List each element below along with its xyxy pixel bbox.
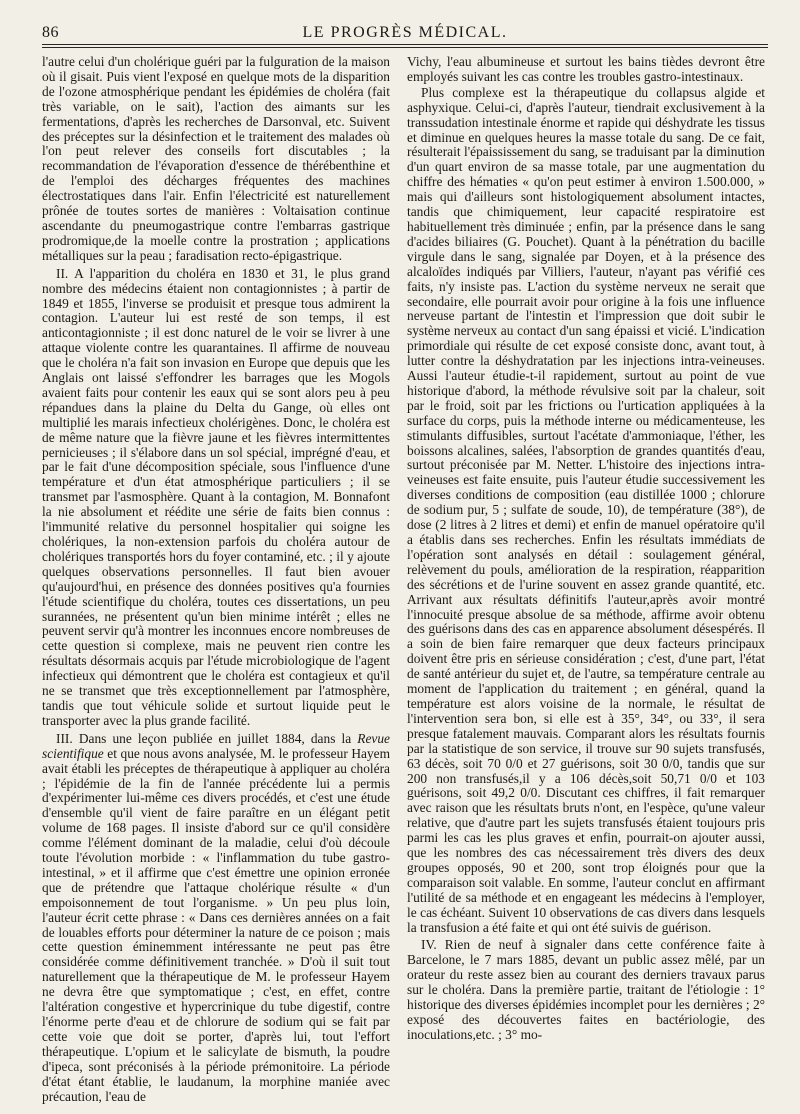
header-rule-thin bbox=[42, 47, 768, 48]
right-paragraph-1: Vichy, l'eau albumineuse et surtout les bains tièdes devront être employés suivant les cas contre les troubles gastro-intestinaux. bbox=[407, 55, 765, 84]
header-rule-thick bbox=[42, 44, 768, 45]
journal-title: LE PROGRÈS MÉDICAL. bbox=[302, 24, 508, 41]
page-number: 86 bbox=[42, 24, 59, 41]
left-paragraph-section-3 bbox=[42, 732, 390, 1105]
running-header bbox=[42, 22, 768, 46]
section-3-body: et que nous avons analysée, M. le professeur Hayem avait établi les préceptes de thérapeutique à appliquer au choléra ; l'épidémie de la fin de l'année précédente lui a permis d'expérimenter lui-même ces divers procédés, et c'est une étude d'ensemble qu'il vient de faire paraître en un élégant petit volume de 168 pages. Il insiste d'abord sur ce qu'il considère comme l'élément dominant de la maladie, celui d'où découle toute l'évolution morbide : « l'inflammation du tube gastro-intestinal, » et il affirme que c'est émettre une opinion erronée que de prétendre que l'attaque cholérique résulte « d'un empoisonnement de tout l'organisme. » Un peu plus loin, l'auteur écrit cette phrase : « Dans ces dernières années on a fait de louables efforts pour déterminer la nature de ce poison ; mais cette question éminemment intéressante ne peut pas être considérée comme définitivement tranchée. » D'où il suit tout naturellement que la thérapeutique de M. le professeur Hayem ne devra être que symptomatique ; c'est, en effet, contre l'altération congestive et hypercrinique du tube digestif, contre l'énorme perte d'eau et de chlorure de sodium qui se fait par cette voie que doit se porter, d'après lui, tout l'effort thérapeutique. L'opium et le salicylate de bismuth, la poudre d'ipeca, sont préconisés à la période prémonitoire. La période d'état étant établie, le laudanum, la morphine maniée avec précaution, l'eau de bbox=[42, 745, 390, 1104]
right-column bbox=[407, 55, 765, 1105]
right-paragraph-2: Plus complexe est la thérapeutique du collapsus algide et asphyxique. Celui-ci, d'après l'auteur, tiendrait exclusivement à la transsudation intestinale énorme et rapide qui déshydrate les tissus et diminue en quelques heures la masse totale du sang. De ce fait, résulterait l'épaississement du sang, se traduisant par la diminution d'un quart environ de sa masse totale, par une augmentation du chiffre des hématies « qu'on peut estimer à environ 1.500.000, » mais qui d'ailleurs sont histologiquement absolument intactes, tandis que chimiquement, leur capacité respiratoire est habituellement très diminuée ; enfin, par la présence dans le sang d'acides biliaires (G. Pouchet). Quant à la pénétration du bacille virgule dans le sang, signalée par Doyen, et à la présence des alcaloïdes indiqués par Villiers, l'auteur, n'ayant pas vérifié ces faits, n'y insiste pas. L'action du système nerveux ne serait que secondaire, elle pourrait avoir pour origine à la fois une influence nerveuse partant de l'intestin et l'impression que doit subir le système nerveux au contact d'un sang épaissi et vicié. L'indication primordiale qui résulte de cet exposé consiste donc, avant tout, à lutter contre la déshydratation par les injections intra-veineuses. Aussi l'auteur étudie-t-il rapidement, surtout au point de vue historique d'abord, la méthode révulsive soit par la chaleur, soit par le froid, soit par les frictions ou l'urtication appliquées à la surface du corps, puis la méthode interne ou médicamenteuse, les stimulants diffusibles, surtout l'acétate d'ammoniaque, l'éther, les boissons alcalines, salées, l'absorption de grandes quantités d'eau, surtout préconisée par M. Netter. L'histoire des injections intra-veineuses est faite ensuite, puis l'auteur étudie successivement les diverses conditions de composition (eau distillée 1000 ; chlorure de sodium pur, 5 ; sulfate de soude, 10), de température (38°), de dose (2 litres à 2 litres et demi) et enfin de manuel opératoire qu'il a établis dans ses recherches. Enfin les résultats immédiats de l'opération sont analysés en détail : soulagement général, relèvement du pouls, amélioration de la respiration, réapparition des sécrétions et de l'urine souvent en assez grande quantité, etc. Arrivant aux résultats définitifs l'auteur,après avoir montré l'innocuité presque absolue de sa méthode, affirme avoir obtenu des guérisons dans des cas en apparence absolument désespérés. Il a soin de bien faire remarquer que deux facteurs principaux doivent être pris en sérieuse considération ; c'est, d'une part, l'état de santé antérieur du sujet et, de l'autre, sa température centrale au moment de l'application du traitement ; en général, quand la température est alors voisine de la normale, le résultat de l'intervention sera bon, si elle est à 35°, 34°, ou 33°, il sera presque fatalement mauvais. Comparant alors les résultats fournis par la statistique de son service, il trouve sur 90 sujets transfusés, 63 décès, soit 70 0/0 et 27 guérisons, soit 30 0/0, tandis que sur 200 non transfusés,il y a 106 décès,soit 50,71 0/0 et 103 guérisons, soit 49,2 0/0. Discutant ces chiffres, il fait remarquer avec raison que les résultats bruts n'ont, en l'espèce, qu'une valeur relative, que d'autre part les sujets transfusés étaient toujours pris parmi les cas les plus graves et enfin, pourrait-on ajouter aussi, que les nombres des cas nécessairement très divers des deux groupes opposés, 90 et 200, sont trop éloignés pour que la comparaison soit valable. En somme, l'auteur conclut en affirmant l'utilité de sa méthode et en engageant les médecins à l'employer, le cas échéant. Suivent 10 observations de cas divers dans lesquels la transfusion a été faite et qui ont été suivis de guérison. bbox=[407, 84, 765, 935]
journal-reference: Revue scientifique bbox=[42, 730, 390, 761]
left-paragraph-section-2: II. A l'apparition du choléra en 1830 et 31, le plus grand nombre des médecins étaient non contagionnistes ; à partir de 1849 et 1855, l'inverse se produisit et presque tous admirent la contagion. L'auteur lui est resté de son temps, il est anticontagionniste ; il est donc naturel de le voir se livrer à une attaque violente contre les quarantaines. Il affirme de nouveau que le choléra n'a fait son invasion en Europe que depuis que les Anglais ont laissé s'effondrer les barrages que les Mogols avaient faits pour contenir les eaux qui se sont alors peu à peu répandues dans la plaine du Delta du Gange, où elles ont multiplié les marais infectieux cholérigènes. Donc, le choléra est de même nature que la fièvre jaune et les fièvres intermittentes pernicieuses ; il s'élabore dans un sol spécial, imprégné d'eau, et par le fait d'une décomposition spéciale, sous l'influence d'une température et d'un état atmosphérique particuliers ; il se transmet par l'asmosphère. Quant à la contagion, M. Bonnafont la nie absolument et réédite une série de faits bien connus : l'immunité relative du personnel hospitalier qui soigne les cholériques, la non-extension parfois du choléra autour de cholériques transportés hors du foyer contaminé, etc. ; il y ajoute quelques observations personnelles. Il faut bien avouer qu'aujourd'hui, en présence des données positives qu'a fournies l'étude scientifique du choléra, toutes ces dissertations, un peu surannées, ne présentent qu'un bien minime intérêt ; elles ne peuvent servir qu'à montrer les inconnues encore nombreuses de cette question si complexe, mais ne peuvent rien contre les résultats désormais acquis par l'étude microbiologique de l'agent infectieux qui démontrent que le choléra est contagieux et qu'il ne se transmet que très exceptionnellement par l'atmosphère, tandis que tout véhicule solide et surtout liquide peut le transporter avec la plus grande facilité. bbox=[42, 265, 390, 728]
left-column bbox=[42, 55, 390, 1105]
right-paragraph-section-4: IV. Rien de neuf à signaler dans cette conférence faite à Barcelone, le 7 mars 1885, devant un public assez mêlé, par un orateur du reste assez bien au courant des derniers travaux parus sur le choléra. Dans la première partie, traitant de l'étiologie : 1° historique des diverses épidémies incomplet pour les dernières ; 2° exposé des découvertes faites en bactériologie, des inoculations,etc. ; 3° mo- bbox=[407, 937, 765, 1042]
left-paragraph-1: l'autre celui d'un cholérique guéri par la fulguration de la maison où il gisait. Puis vient l'exposé en quelque mots de la disparition de l'ozone atmosphérique pendant les épidémies de choléra (fait très variable, on le sait), l'action des aimants sur les fermentations, d'après les recherches de Darsonval, etc. Suivent des préceptes sur la désinfection et le traitement des malades où l'on peut relever des conseils fort discutables ; la recommandation de l'évaporation d'essence de thérébenthine et de l'emploi des décharges fréquentes des machines électrostatiques dans l'air. Enfin l'électricité est naturellement prônée de toutes sortes de manières : Voltaisation continue ascendante du pneumogastrique contre l'embarras gastrique prodromique,de la moelle contre la prostration ; applications métalliques sur la peau ; faradisation recto-épigastrique. bbox=[42, 55, 390, 263]
section-3-opening: III. Dans une leçon publiée en juillet 1884, dans la bbox=[56, 730, 358, 746]
